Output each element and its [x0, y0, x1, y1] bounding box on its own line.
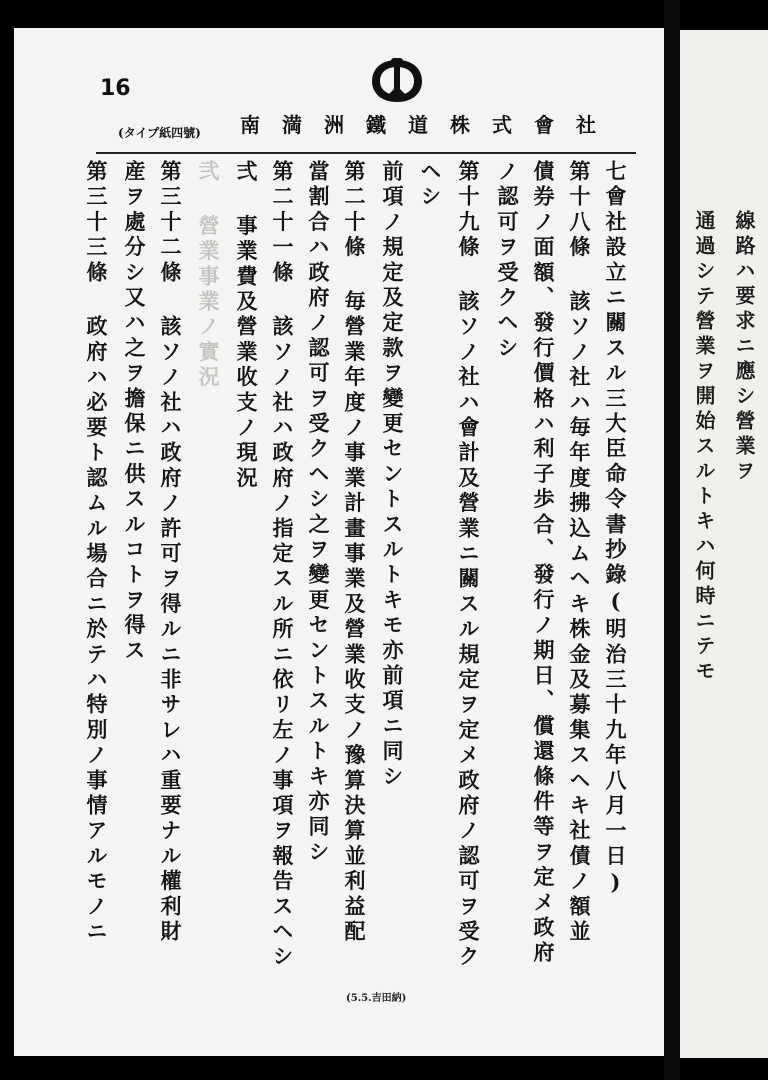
text-column: 第二十條 毎營業年度ノ事業計畫事業及營業收支ノ豫算決算並利益配: [342, 160, 367, 946]
text-column: 七會社設立ニ關スル三大臣命令書抄錄(明治三十九年八月一日): [603, 160, 628, 899]
text-column: 第十八條 該ソノ社ハ毎年度拂込ムヘキ株金及募集スヘキ社債ノ額並: [567, 160, 592, 946]
text-column: 弍 事業費及營業收支ノ現況: [234, 160, 259, 492]
page-number: 16: [100, 76, 131, 101]
company-emblem-icon: [368, 56, 426, 106]
text-column: 第十九條 該ソノ社ハ會計及營業ニ關スル規定ヲ定メ政府ノ認可ヲ受ク: [456, 160, 481, 971]
company-header-title: 南満洲鐵道株式會社: [240, 113, 618, 137]
text-column: 第三十二條 該ソノ社ハ政府ノ許可ヲ得ルニ非サレハ重要ナル權利財: [158, 160, 183, 946]
footer-printer-note: (5.5.吉田納): [346, 993, 407, 1004]
text-column: 産ヲ處分シ又ハ之ヲ擔保ニ供スルコトヲ得ス: [122, 160, 147, 664]
form-type-label: (タイプ紙四號): [118, 126, 201, 140]
text-column: 第二十一條 該ソノ社ハ政府ノ指定スル所ニ依リ左ノ事項ヲ報告スヘシ: [270, 160, 295, 971]
facing-page-column-2: 線路ハ要求ニ應シ營業ヲ: [732, 210, 756, 485]
facing-page-column-1: 通過シテ營業ヲ開始スルトキハ何時ニテモ: [692, 210, 716, 685]
facing-page-edge: [680, 30, 768, 1058]
text-column: 第三十三條 政府ハ必要ト認ムル場合ニ於テハ特別ノ事情アルモノニ: [84, 160, 109, 946]
book-gutter: [664, 0, 680, 1080]
header-rule: [96, 152, 636, 154]
text-column: 債券ノ面額、發行價格ハ利子歩合、發行ノ期日、償還條件等ヲ定メ政府: [531, 160, 556, 967]
text-column: ヘシ: [418, 160, 443, 211]
text-column: 前項ノ規定及定款ヲ變更セントスルトキモ亦前項ニ同シ: [380, 160, 405, 790]
faint-text-column: 弐 營業事業ノ實況: [196, 160, 221, 391]
text-column: ノ認可ヲ受クヘシ: [495, 160, 520, 362]
text-column: 當割合ハ政府ノ認可ヲ受クヘシ之ヲ變更セントスルトキ亦同シ: [306, 160, 331, 866]
